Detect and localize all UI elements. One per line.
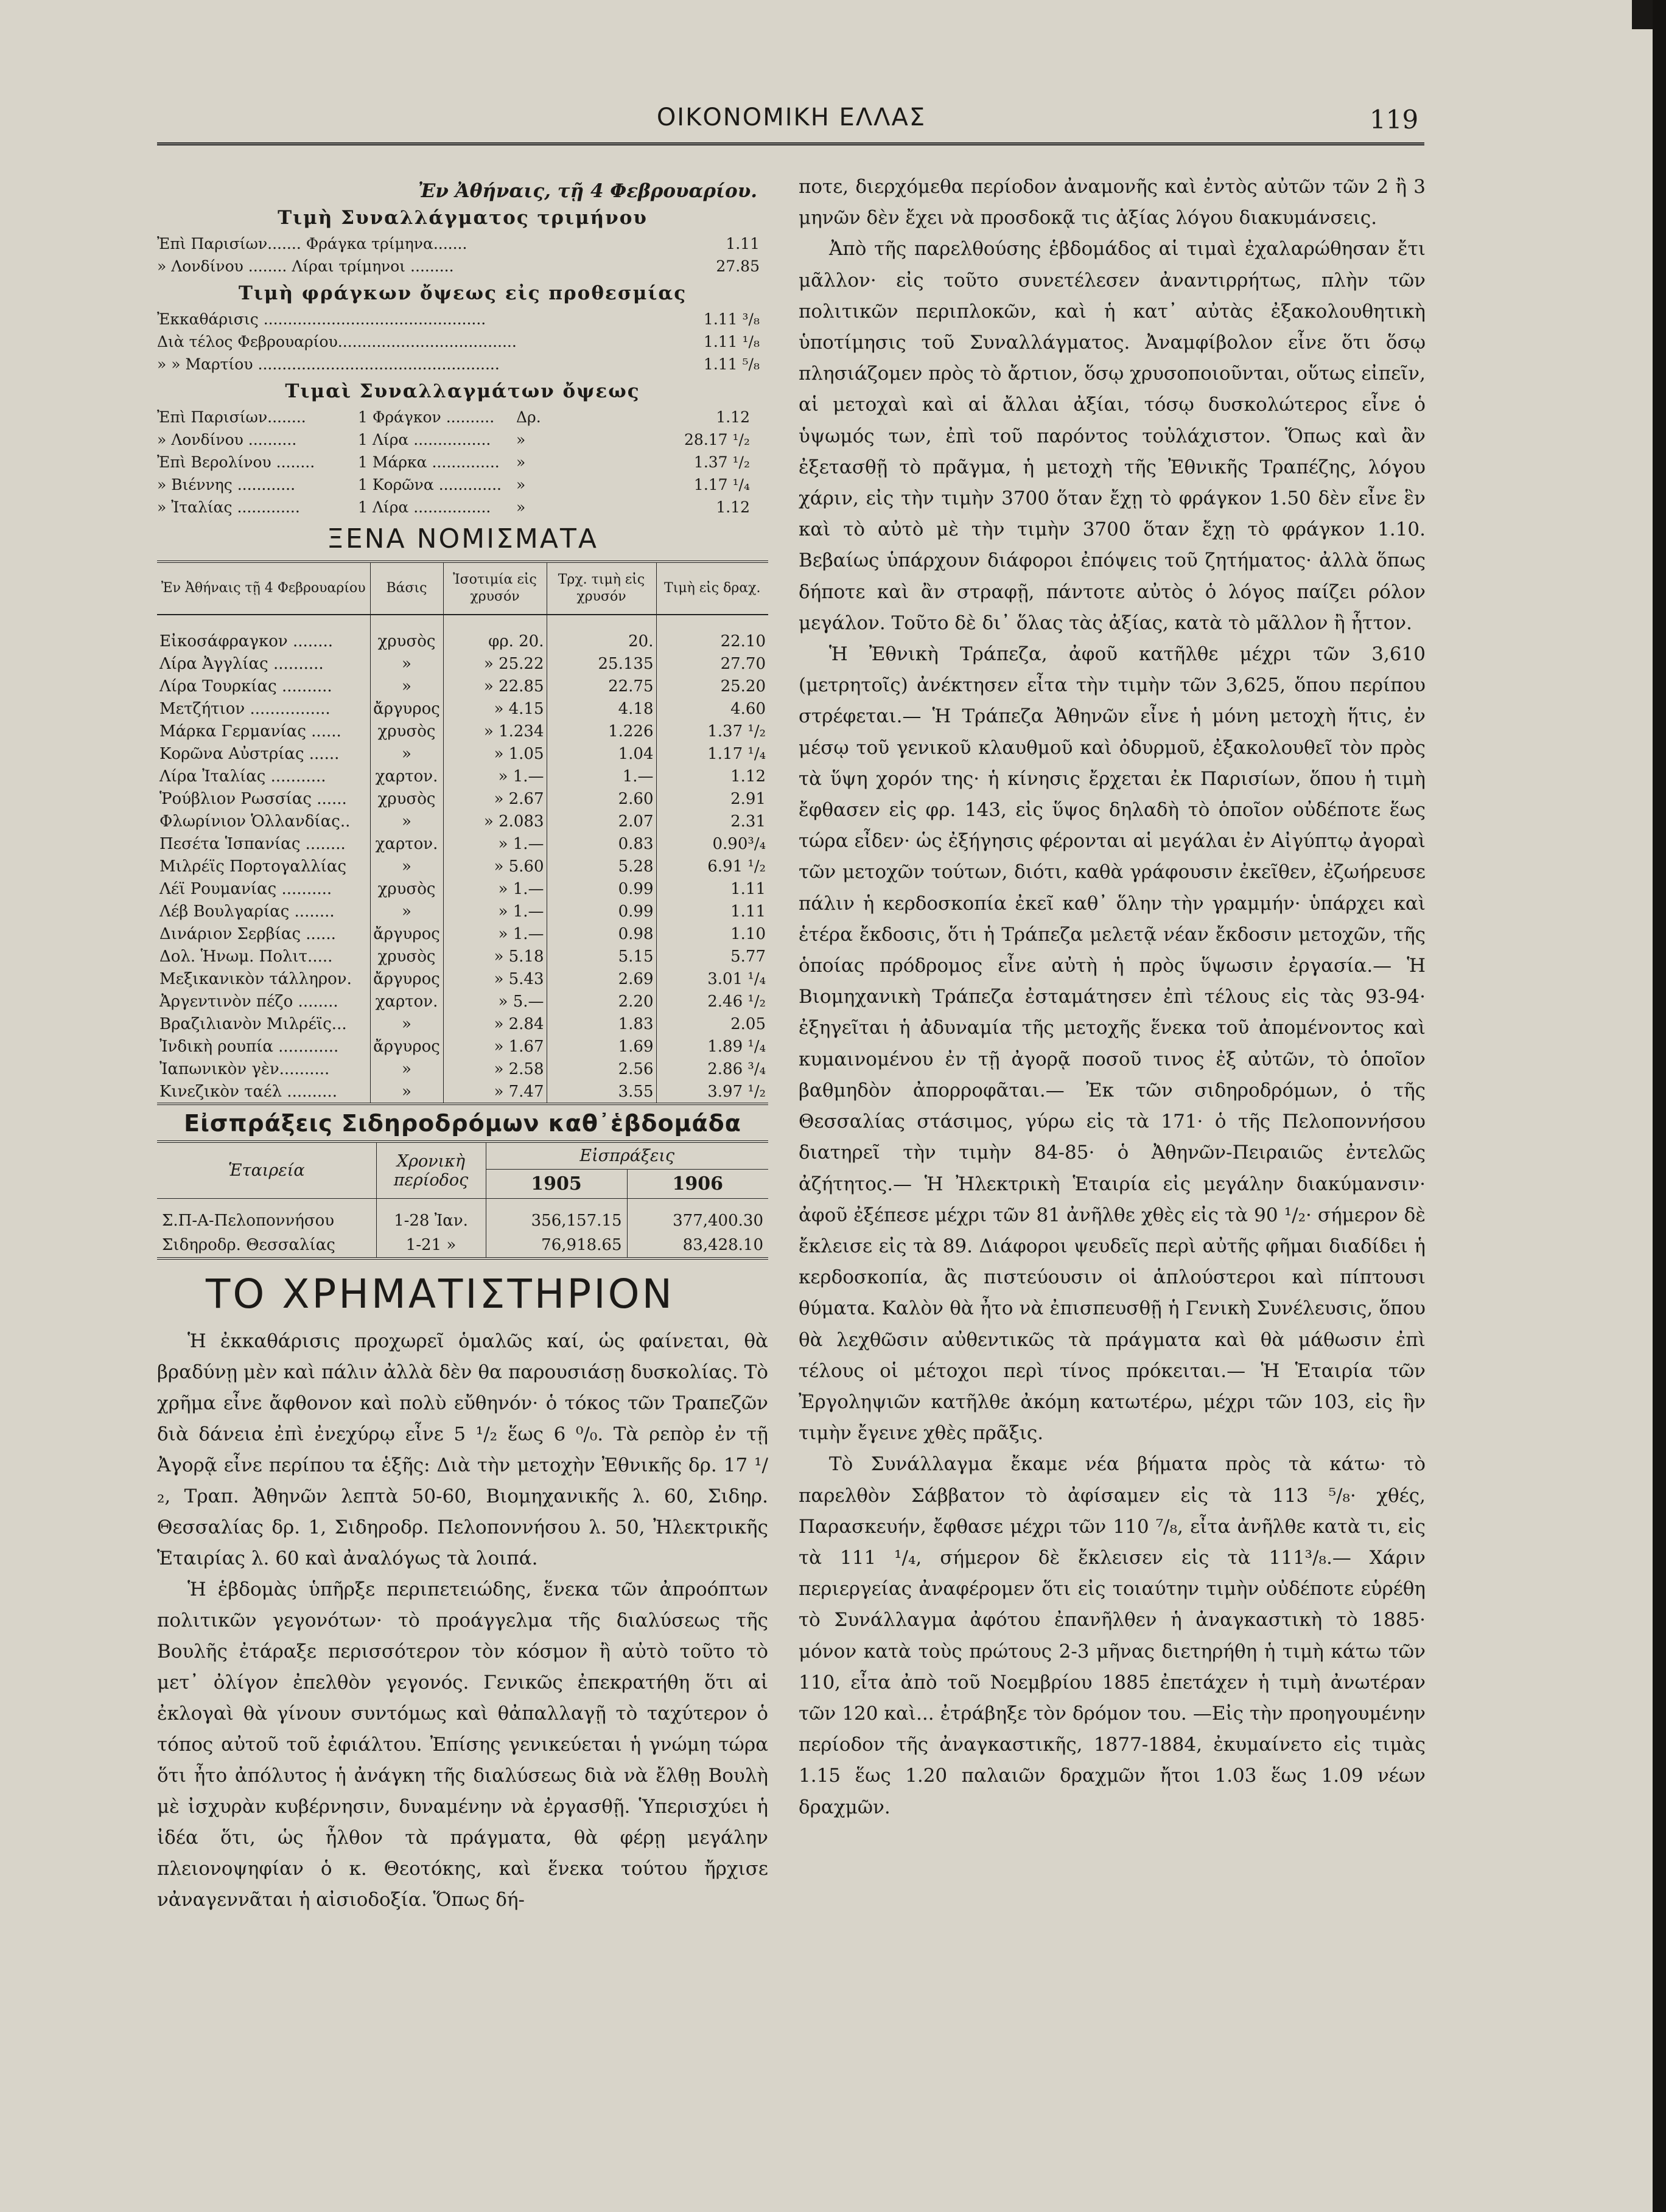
table-row xyxy=(157,877,768,900)
currency-name: Εἰκοσάφραγκον ........ xyxy=(157,615,370,652)
table-row xyxy=(157,1199,768,1233)
foreign-currencies-table xyxy=(157,560,768,1105)
current-gold-price: 0.99 xyxy=(547,877,656,900)
drachma-price: 27.70 xyxy=(720,654,766,673)
current-gold-price: 1.83 xyxy=(547,1013,656,1035)
basis: χρυσὸς xyxy=(370,615,443,652)
period: 1-21 » xyxy=(376,1233,486,1258)
drachma-price: 2.91 xyxy=(730,789,766,808)
current-gold-price: 3.55 xyxy=(547,1080,656,1104)
receipts-1906: 377,400.30 xyxy=(673,1212,763,1230)
parity: » 5.18 xyxy=(443,945,547,968)
drachma-price: 1.12 xyxy=(730,767,766,786)
drachma-price: 6.91 ¹/₂ xyxy=(707,857,766,876)
receipts-1905: 356,157.15 xyxy=(486,1199,627,1233)
current-gold-price: 1.226 xyxy=(547,720,656,742)
table-row xyxy=(157,675,768,697)
period: 1-28 Ἰαν. xyxy=(376,1199,486,1233)
currency-name: Ἰαπωνικὸν γὲν.......... xyxy=(157,1058,370,1080)
basis: ἄργυρος xyxy=(370,697,443,720)
table-row xyxy=(157,832,768,855)
current-gold-price: 0.83 xyxy=(547,832,656,855)
basis: » xyxy=(370,855,443,877)
col-header-currency: Ἐν Ἀθήναις τῇ 4 Φεβρουαρίου xyxy=(157,562,370,615)
current-gold-price: 2.56 xyxy=(547,1058,656,1080)
three-month-rates xyxy=(157,232,768,277)
currency-name: Λίρα Ἀγγλίας .......... xyxy=(157,652,370,675)
parity: » 5.43 xyxy=(443,968,547,990)
table-row xyxy=(157,968,768,990)
currency-name: Λέβ Βουλγαρίας ........ xyxy=(157,900,370,923)
col-header-1905: 1905 xyxy=(486,1170,627,1199)
page-number: 119 xyxy=(1370,105,1419,134)
table-row xyxy=(157,742,768,765)
table-row xyxy=(157,720,768,742)
basis: » xyxy=(370,1080,443,1104)
company-name: Σ.Π-Α-Πελοποννήσου xyxy=(157,1199,376,1233)
current-gold-price: 4.18 xyxy=(547,697,656,720)
railway-receipts-table xyxy=(157,1140,768,1260)
currency-name: Δολ. Ἡνωμ. Πολιτ..... xyxy=(157,945,370,968)
railway-receipts-title: Εἰσπράξεις Σιδηροδρόμων καθ᾿ἑβδομάδα xyxy=(184,1110,741,1137)
drachma-price: 3.01 ¹/₄ xyxy=(707,969,766,988)
currency-name: Μετζήτιον ................ xyxy=(157,697,370,720)
currency-name: Βραζιλιανὸν Μιλρέϊς... xyxy=(157,1013,370,1035)
current-gold-price: 25.135 xyxy=(547,652,656,675)
basis: » xyxy=(370,675,443,697)
currency-name: Λίρα Ἰταλίας ........... xyxy=(157,765,370,787)
header-rule xyxy=(157,142,1424,147)
basis: » xyxy=(370,742,443,765)
parity: φρ. 20. xyxy=(443,615,547,652)
drachma-price: 4.60 xyxy=(730,699,766,718)
parity: » 25.22 xyxy=(443,652,547,675)
drachma-price: 1.89 ¹/₄ xyxy=(707,1037,766,1056)
table-row xyxy=(157,855,768,877)
rate-row: Ἐπὶ Βερολίνου ........ 1 Μάρκα .............. » 1.37 ¹/₂ xyxy=(157,453,750,471)
drachma-price: 1.11 xyxy=(730,879,766,898)
basis: χρυσὸς xyxy=(370,720,443,742)
article-paragraph: Ἀπὸ τῆς παρελθούσης ἑβδομάδος αἱ τιμαὶ ἐχαλαρώθησαν ἔτι μᾶλλον· εἰς τοῦτο συνετέλεσεν ἀναντιρρήτως, πλὴν τῶν πολιτικῶν περιπλοκῶν, καὶ ἡ κατ᾿ αὐτὰς ἐξακολουθητικὴ ὑποτίμησις τοῦ Συναλλάγματος. Ἀναμφίβολον εἶνε ὅτι ὅσῳ πλησιάζομεν πρὸς τὸ ἄρτιον, ὅσῳ χρυσοποιοῦνται, οὕτως εἰπεῖν, αἱ μετοχαὶ καὶ αἱ ἄλλαι ἀξίαι, τόσῳ δυσκολώτερος εἶνε ὁ ὑψωμός των, ἐπὶ τοῦ παρόντος τοὐλάχιστον. Ὅπως καὶ ἂν ἐξετασθῇ τὸ πρᾶγμα, ἡ μετοχὴ τῆς Ἐθνικῆς Τραπέζης, λόγου χάριν, εἰς τὴν τιμὴν 3700 ὅταν ἔχῃ τὸ φράγκον 1.50 δὲν εἶνε ἓν καὶ τὸ αὐτὸ μὲ τὴν τιμὴν 3700 ὅταν ἔχῃ τὸ φράγκον 1.10. Βεβαίως ὑπάρχουν διάφοροι ἐπόψεις τοῦ ζητήματος· ἀλλὰ ὅπως δήποτε καὶ ἂν στραφῇ, πάντοτε αὐτὸς ὁ λόγος παίζει ρόλον μεγάλον. Τοῦτο δὲ δι᾿ ὅλας τὰς ἀξίας, κατὰ τὸ μᾶλλον ἢ ἧττον. xyxy=(799,238,1426,634)
foreign-currencies-body xyxy=(157,615,768,1104)
current-gold-price: 0.99 xyxy=(547,900,656,923)
parity: » 4.15 xyxy=(443,697,547,720)
rate-row: » Λονδίνου .......... 1 Λίρα ................ » 28.17 ¹/₂ xyxy=(157,431,750,448)
table-row xyxy=(157,810,768,832)
table-row xyxy=(157,765,768,787)
table-header-row xyxy=(157,1142,768,1170)
journal-title: ΟΙΚΟΝΟΜΙΚΗ ΕΛΛΑΣ xyxy=(656,103,926,131)
basis: » xyxy=(370,1058,443,1080)
col-header-company: Ἑταιρεία xyxy=(157,1142,376,1199)
currency-name: Δινάριον Σερβίας ...... xyxy=(157,923,370,945)
drachma-price: 1.17 ¹/₄ xyxy=(707,744,766,763)
forward-rates xyxy=(157,308,768,375)
foreign-currencies-title: ΞΕΝΑ ΝΟΜΙΣΜΑΤΑ xyxy=(327,523,598,554)
current-gold-price: 2.60 xyxy=(547,787,656,810)
rate-row: » Ἰταλίας ............. 1 Λίρα ................ » 1.12 xyxy=(157,498,750,516)
drachma-price: 5.77 xyxy=(730,947,766,966)
currency-name: Λέϊ Ρουμανίας .......... xyxy=(157,877,370,900)
bourse-title: ΤΟ ΧΡΗΜΑΤΙΣΤΗΡΙΟΝ xyxy=(206,1271,674,1317)
table-row xyxy=(157,900,768,923)
col-header-basis: Βάσις xyxy=(370,562,443,615)
currency-name: Μιλρέϊς Πορτογαλλίας xyxy=(157,855,370,877)
current-gold-price: 5.28 xyxy=(547,855,656,877)
table-row xyxy=(157,787,768,810)
drachma-price: 22.10 xyxy=(720,632,766,651)
table-row xyxy=(157,923,768,945)
right-column xyxy=(799,172,1426,2149)
parity: » 2.84 xyxy=(443,1013,547,1035)
current-gold-price: 22.75 xyxy=(547,675,656,697)
exchange-date: Ἐν Ἀθήναις, τῇ 4 Φεβρουαρίου. xyxy=(418,180,757,202)
receipts-1906: 83,428.10 xyxy=(682,1236,763,1254)
drachma-price: 2.31 xyxy=(730,812,766,831)
parity: » 2.083 xyxy=(443,810,547,832)
basis: χαρτον. xyxy=(370,990,443,1013)
currency-name: Κινεζικὸν ταέλ .......... xyxy=(157,1080,370,1104)
current-gold-price: 2.07 xyxy=(547,810,656,832)
parity: » 5.60 xyxy=(443,855,547,877)
drachma-price: 25.20 xyxy=(720,677,766,696)
col-header-drachma-price: Τιμὴ εἰς δραχ. xyxy=(656,562,768,615)
drachma-price: 1.10 xyxy=(730,924,766,943)
scan-edge xyxy=(1653,0,1666,2212)
drachma-price: 1.37 ¹/₂ xyxy=(707,722,766,741)
basis: » xyxy=(370,1013,443,1035)
rate-row: Ἐπὶ Παρισίων........ 1 Φράγκον .......... Δρ. 1.12 xyxy=(157,408,750,426)
col-header-receipts: Εἰσπράξεις xyxy=(486,1142,768,1170)
drachma-price: 3.97 ¹/₂ xyxy=(707,1082,766,1101)
table-row xyxy=(157,615,768,652)
parity: » 1.— xyxy=(443,900,547,923)
basis: » xyxy=(370,652,443,675)
exchange-heading-forward: Τιμὴ φράγκων ὄψεως εἰς προθεσμίας xyxy=(238,282,687,304)
parity: » 1.67 xyxy=(443,1035,547,1058)
parity: » 7.47 xyxy=(443,1080,547,1104)
bourse-paragraph: Ἡ ἐκκαθάρισις προχωρεῖ ὁμαλῶς καί, ὡς φαίνεται, θὰ βραδύνῃ μὲν καὶ πάλιν ἀλλὰ δὲν θα παρουσιάσῃ δυσκολίας. Τὸ χρῆμα εἶνε ἄφθονον καὶ πολὺ εὔθηνόν· ὁ τόκος τῶν Τραπεζῶν διὰ δάνεια ἐπὶ ἐνεχύρῳ εἶνε 5 ¹/₂ ἕως 6 ⁰/₀. Τὰ ρεπὸρ ἐν τῇ Ἀγορᾷ εἶνε περίπου τα ἑξῆς: Διὰ τὴν μετοχὴν Ἐθνικῆς δρ. 17 ¹/₂, Τραπ. Ἀθηνῶν λεπτὰ 50-60, Βιομηχανικῆς λ. 60, Σιδηρ. Θεσσαλίας δρ. 1, Σιδηροδρ. Πελοποννήσου λ. 50, Ἠλεκτρικῆς Ἑταιρίας λ. 60 καὶ ἀναλόγως τὰ λοιπά. xyxy=(157,1330,768,1569)
scan-corner xyxy=(1632,0,1653,29)
currency-name: Λίρα Τουρκίας .......... xyxy=(157,675,370,697)
parity: » 1.234 xyxy=(443,720,547,742)
rate-row: » Βιέννης ............ 1 Κορῶνα ............. » 1.17 ¹/₄ xyxy=(157,476,750,494)
parity: » 1.— xyxy=(443,765,547,787)
table-row xyxy=(157,652,768,675)
company-name: Σιδηροδρ. Θεσσαλίας xyxy=(157,1233,376,1258)
table-row xyxy=(157,990,768,1013)
basis: » xyxy=(370,810,443,832)
table-row xyxy=(157,697,768,720)
current-gold-price: 1.04 xyxy=(547,742,656,765)
parity: » 1.— xyxy=(443,832,547,855)
sight-rates xyxy=(157,406,768,518)
railway-receipts-body xyxy=(157,1199,768,1259)
rate-row: Διὰ τέλος Φεβρουαρίου..................................... 1.11 ¹/₈ xyxy=(157,333,760,351)
col-header-current-gold: Τρχ. τιμὴ εἰς χρυσόν xyxy=(547,562,656,615)
currency-name: Ῥούβλιον Ρωσσίας ...... xyxy=(157,787,370,810)
currency-name: Μάρκα Γερμανίας ...... xyxy=(157,720,370,742)
table-header-row xyxy=(157,562,768,615)
table-row xyxy=(157,1233,768,1258)
basis: χρυσὸς xyxy=(370,945,443,968)
basis: χαρτον. xyxy=(370,765,443,787)
currency-name: Ἰνδικὴ ρουπία ............ xyxy=(157,1035,370,1058)
drachma-price: 2.05 xyxy=(730,1014,766,1033)
drachma-price: 0.90³/₄ xyxy=(712,834,766,853)
drachma-price: 1.11 xyxy=(730,902,766,921)
col-header-parity: Ἰσοτιμία εἰς χρυσόν xyxy=(443,562,547,615)
rate-row: » Λονδίνου ........ Λίραι τρίμηνοι ......... 27.85 xyxy=(157,257,760,275)
currency-name: Φλωρίνιον Ὁλλανδίας.. xyxy=(157,810,370,832)
article-paragraph: ποτε, διερχόμεθα περίοδον ἀναμονῆς καὶ ἐντὸς αὐτῶν τῶν 2 ἢ 3 μηνῶν δὲν ἔχει νὰ προσδοκᾷ τις ἀξίας λόγου διακυμάνσεις. xyxy=(799,176,1426,229)
basis: χρυσὸς xyxy=(370,877,443,900)
current-gold-price: 2.69 xyxy=(547,968,656,990)
current-gold-price: 2.20 xyxy=(547,990,656,1013)
currency-name: Ἀργεντινὸν πέζο ........ xyxy=(157,990,370,1013)
col-header-period: Χρονικὴ περίοδος xyxy=(376,1142,486,1199)
parity: » 1.— xyxy=(443,877,547,900)
parity: » 1.05 xyxy=(443,742,547,765)
table-row xyxy=(157,1013,768,1035)
receipts-1905: 76,918.65 xyxy=(486,1233,627,1258)
drachma-price: 2.46 ¹/₂ xyxy=(707,992,766,1011)
currency-name: Μεξικανικὸν τάλληρον. xyxy=(157,968,370,990)
parity: » 22.85 xyxy=(443,675,547,697)
table-row xyxy=(157,1058,768,1080)
basis: ἄργυρος xyxy=(370,923,443,945)
rate-row: Ἐπὶ Παρισίων....... Φράγκα τρίμηνα....... 1.11 xyxy=(157,235,760,253)
rate-row: Ἐκκαθάρισις .............................................. 1.11 ³/₈ xyxy=(157,310,760,328)
current-gold-price: 5.15 xyxy=(547,945,656,968)
parity: » 2.58 xyxy=(443,1058,547,1080)
current-gold-price: 0.98 xyxy=(547,923,656,945)
rate-row: » » Μαρτίου .................................................. 1.11 ⁵/₈ xyxy=(157,355,760,373)
current-gold-price: 1.— xyxy=(547,765,656,787)
parity: » 1.— xyxy=(443,923,547,945)
table-row xyxy=(157,1035,768,1058)
parity: » 5.— xyxy=(443,990,547,1013)
col-header-1906: 1906 xyxy=(627,1170,768,1199)
table-row xyxy=(157,1080,768,1104)
current-gold-price: 20. xyxy=(547,615,656,652)
basis: ἄργυρος xyxy=(370,968,443,990)
parity: » 2.67 xyxy=(443,787,547,810)
basis: χαρτον. xyxy=(370,832,443,855)
basis: χρυσὸς xyxy=(370,787,443,810)
current-gold-price: 1.69 xyxy=(547,1035,656,1058)
bourse-paragraph: Ἡ ἑβδομὰς ὑπῆρξε περιπετειώδης, ἕνεκα τῶν ἀπροόπτων πολιτικῶν γεγονότων· τὸ προάγγελμα τῆς διαλύσεως τῆς Βουλῆς ἐτάραξε περισσότερον τὸν κόσμον ἢ αὐτὸ τοῦτο τὸ μετ᾿ ὀλίγον ἐπελθὸν γεγονός. Γενικῶς ἐπεκρατήθη ὅτι αἱ ἐκλογαὶ θὰ γίνουν συντόμως καὶ θἀπαλλαγῇ τὸ ταχύτερον ὁ τόπος αὐτοῦ τοῦ ἐφιάλτου. Ἐπίσης γενικεύεται ἡ γνώμη τώρα ὅτι ἦτο ἀπόλυτος ἡ ἀνάγκη τῆς διαλύσεως διὰ νὰ ἔλθῃ Βουλὴ μὲ ἰσχυρὰν κυβέρνησιν, δυναμένην νὰ ἐργασθῇ. Ὑπερισχύει ἡ ἰδέα ὅτι, ὡς ἦλθον τὰ πράγματα, θὰ φέρῃ μεγάλην πλειονοψηφίαν ὁ κ. Θεοτόκης, καὶ ἕνεκα τούτου ἤρχισε νἀναγεννᾶται ἡ αἰσιοδοξία. Ὅπως δή- xyxy=(157,1579,768,1911)
basis: ἄργυρος xyxy=(370,1035,443,1058)
currency-name: Κορῶνα Αὐστρίας ...... xyxy=(157,742,370,765)
drachma-price: 2.86 ³/₄ xyxy=(707,1059,766,1078)
article-paragraph: Τὸ Συνάλλαγμα ἔκαμε νέα βήματα πρὸς τὰ κάτω· τὸ παρελθὸν Σάββατον τὸ ἀφίσαμεν εἰς τὰ 113 ⁵/₈· χθές, Παρασκευήν, ἔφθασε μέχρι τῶν 110 ⁷/₈, εἶτα ἀνῆλθε κατὰ τι, εἰς τὰ 111 ¹/₄, σήμερον δὲ ἔκλεισεν εἰς τὰ 111³/₈.— Χάριν περιεργείας ἀναφέρομεν ὅτι εἰς τοιαύτην τιμὴν οὐδέποτε εὑρέθη τὸ Συνάλλαγμα ἀφότου ἐπανῆλθεν ἡ ἀναγκαστικὴ τὸ 1885· μόνον κατὰ τοὺς πρώτους 2-3 μῆνας διετηρήθη ἡ τιμὴ κάτω τῶν 110, εἶτα ἀπὸ τοῦ Νοεμβρίου 1885 ἐπετάχεν ἡ τιμὴ ἀνωτέραν τῶν 120 καὶ... ἐτράβηξε τὸν δρόμον του. —Εἰς τὴν προηγουμένην περίοδον τῆς ἀναγκαστικῆς, 1877-1884, ἐκυμαίνετο εἰς τιμὰς 1.15 ἕως 1.20 παλαιῶν δραχμῶν ἤτοι 1.03 ἕως 1.09 νέων δραχμῶν. xyxy=(799,1453,1426,1818)
left-column xyxy=(157,172,768,2131)
table-row xyxy=(157,945,768,968)
exchange-heading-three-month: Τιμὴ Συναλλάγματος τριμήνου xyxy=(278,207,648,229)
exchange-heading-sight: Τιμαὶ Συναλλαγμάτων ὄψεως xyxy=(285,380,640,402)
article-paragraph: Ἡ Ἐθνικὴ Τράπεζα, ἀφοῦ κατῆλθε μέχρι τῶν 3,610 (μετρητοῖς) ἀνέκτησεν εἶτα τὴν τιμὴν τῶν 3,625, ὅπου περίπου στρέφεται.— Ἡ Τράπεζα Ἀθηνῶν εἶνε ἡ μόνη μετοχὴ ἥτις, ἐν μέσῳ τοῦ γενικοῦ κλαυθμοῦ καὶ ὀδυρμοῦ, ἐξακολουθεῖ τὸν πρὸς τὰ ὕψη χορόν της· ἡ κίνησις ἔρχεται ἐκ Παρισίων, ὅπου ἡ τιμὴ ἔφθασεν εἰς φρ. 143, εἰς ὕψος δηλαδὴ τὸ ὁποῖον οὐδέποτε ἕως τώρα εἶδεν· ὡς ἐξήγησις φέρονται αἱ μεγάλαι ἐν Αἰγύπτῳ ἀγοραὶ τῶν μετοχῶν τούτων, διότι, καθὰ γράφουσιν ἐκεῖθεν, ἐζωήρευσε πάλιν ἡ κερδοσκοπία ἐκεῖ καθ᾿ ὅλην τὴν γραμμήν· ὑπάρχει καὶ ἑτέρα ἔκδοσις, ὅτι ἡ Τράπεζα μελετᾷ νέαν ἔκδοσιν μετοχῶν, τῆς ὁποίας πρόδρομος εἶνε αὐτὴ ἡ πρὸς ὕψωσιν ἐργασία.— Ἡ Βιομηχανικὴ Τράπεζα ἐσταμάτησεν ἐπὶ τέλους εἰς τὰς 93-94· ἐξηγεῖται ἡ ἀδυναμία τῆς μετοχῆς ἕνεκα τοῦ ἀπομένοντος καὶ κυμαινομένου ἐν τῇ ἀγορᾷ ποσοῦ τινος ἐξ αὐτῶν, τὸ ὁποῖον βαθμηδὸν ἀπορροφᾶται.— Ἐκ τῶν σιδηροδρόμων, ὁ τῆς Θεσσαλίας στάσιμος, γύρω εἰς τὰ 171· ὁ τῆς Πελοποννήσου διατηρεῖ τὴν τιμὴν 84-85· ὁ Ἀθηνῶν-Πειραιῶς ἐντελῶς ἀζήτητος.— Ἡ Ἠλεκτρικὴ Ἑταιρία εἰς μεγάλην διακύμανσιν· ἀφοῦ ἐξέπεσε μέχρι τῶν 81 ἀνῆλθε χθὲς εἰς τὰ 90 ¹/₂· σήμερον δὲ ἔκλεισε εἰς τὰ 89. Διάφοροι ψευδεῖς περὶ αὐτῆς φῆμαι διαδίδει ἡ κερδοσκοπία, ἂς πιστεύουσιν οἱ ἁπλούστεροι καὶ πίπτουσι θύματα. Καλὸν θὰ ἦτο νὰ ἐπισπευσθῇ ἡ Γενικὴ Συνέλευσις, ὅπου θὰ λεχθῶσιν αὐθεντικῶς τὰ πράγματα καὶ θὰ μάθωσιν ἐπὶ τέλους οἱ μέτοχοι περὶ τίνος πρόκειται.— Ἡ Ἑταιρία τῶν Ἐργοληψιῶν κατῆλθε ἀκόμη κατωτέρω, μέχρι τῶν 103, εἰς ἣν τιμὴν ἔγεινε χθὲς πρᾶξις. xyxy=(799,643,1426,1445)
basis: » xyxy=(370,900,443,923)
currency-name: Πεσέτα Ἱσπανίας ........ xyxy=(157,832,370,855)
